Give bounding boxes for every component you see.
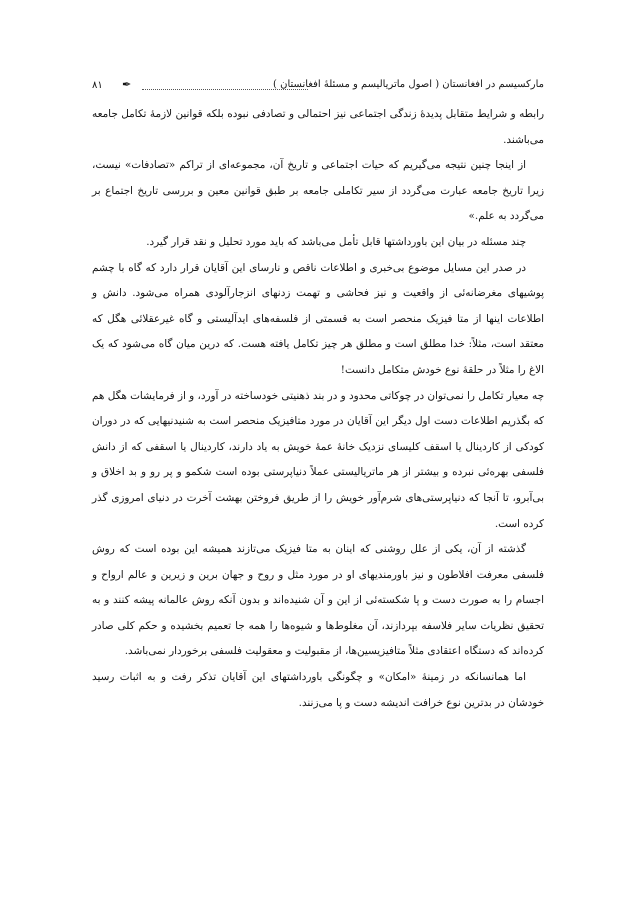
pen-flourish-icon: ✒ — [122, 78, 132, 91]
page-header — [92, 76, 544, 98]
running-title: مارکسیسم در افغانستان ( اصول ماتریالیسم و مسئلهٔ افغانستان ) — [273, 79, 544, 90]
paragraph: اما همانسانکه در زمینهٔ «امکان» و چگونگی باورداشتهای این آقایان تذکر رفت و به اثبات رسید خودشان در بدترین نوع خرافت اندیشه دست و پا می‌زنند. — [92, 671, 544, 709]
paragraph: چه معیار تکامل را نمی‌توان در چوکاتی محدود و در بند ذهنیتی خودساخته در آورد، و از فرمایشات هگل هم که بگذریم اطلاعات دست اول دیگر این آقایان در مورد متافیزیک منحصر است به شنیدنیهایی که در دوران کودکی از کاردینال یا اسقف کلیسای نزدیک خانهٔ عمهٔ خویش به یاد دارند، کاردینال یا اسقفی که از دانش فلسفی بهره‌ئی نبرده و بیشتر از هر ماتریالیستی عملاً دنیاپرستی بوده است شکمو و پر رو و بد اخلاق و بی‌آبرو، تا آنجا که دنیاپرستی‌های شرم‌آور خویش را از طریق فروختن بهشت آخرت در دنیای امروزی گذر کرده است. — [92, 389, 544, 530]
header-dotted-leader — [142, 89, 308, 90]
page-number: ۸۱ — [92, 80, 103, 91]
body-text — [92, 102, 544, 716]
paragraph: در صدر این مسایل موضوع بی‌خبری و اطلاعات ناقص و نارسای این آقایان قرار دارد که گاه با چشم پوشیهای مغرضانه‌ئی از واقعیت و نیز فحاشی و تهمت زدنهای انزجارآلودی همراه می‌شود. دانش و اطلاعات اینها از متا فیزیک منحصر است به قسمتی از فلسفه‌های ایدآلیستی و گاه غیرعقلائی هگل که معتقد است، مثلاً: خدا مطلق است و مطلق هر چیز تکامل یافته هست. که درین میان گاه می‌شود که یک الاغ را مثلاً در حلقهٔ نوع خودش متکامل دانست! — [92, 261, 544, 376]
paragraph: از اینجا چنین نتیجه می‌گیریم که حیات اجتماعی و تاریخ آن، مجموعه‌ای از تراکم «تصادفات» نیست، زیرا تاریخ جامعه عبارت می‌گردد از سیر تکاملی جامعه بر طبق قوانین معین و بررسی تاریخ اجتماع بر می‌گردد به علم.» — [92, 159, 544, 223]
paragraph: گذشته از آن، یکی از علل روشنی که اینان به متا فیزیک می‌تازند همیشه این بوده است که روش فلسفی معرفت افلاطون و نیز باورمندیهای او در مورد مثل و روح و جهان برین و زیرین و عالم ارواح و اجسام را به صورت دست و پا شکسته‌ئی از این و آن شنیده‌اند و بدون آنکه روش عالمانه پیشه کنند و به تحقیق نظریات سایر فلاسفه بپردازند، آن مغلوط‌ها و شیوه‌ها را همه جا تعمیم بخشیده و حکم کلی صادر کرده‌اند که دستگاه اعتقادی مثلاً متافیزیسین‌ها، از مقبولیت و معقولیت فلسفی برخوردار نمی‌باشد. — [92, 543, 544, 658]
paragraph: چند مسئله در بیان این باورداشتها قابل تأمل می‌باشد که باید مورد تحلیل و نقد قرار گیرد. — [146, 235, 526, 248]
paragraph: رابطه و شرایط متقابل پدیدهٔ زندگی اجتماعی نیز احتمالی و تصادفی نبوده بلکه قوانین لازمهٔ تکامل جامعه می‌باشند. — [92, 108, 544, 146]
